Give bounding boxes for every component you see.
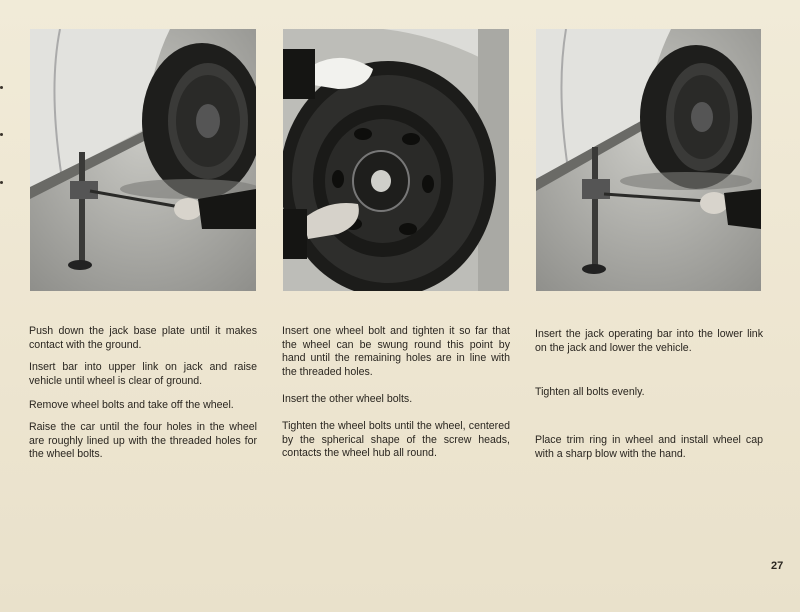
photo-jack-lower [536, 29, 761, 291]
instruction-paragraph: Tighten the wheel bolts until the wheel, centered by the spherical shape of the screw heads, contacts the wheel hub all round. [282, 420, 510, 460]
instruction-paragraph: Insert bar into upper link on jack and raise vehicle until wheel is clear of ground. [29, 361, 257, 387]
instruction-paragraph: Push down the jack base plate until it makes contact with the ground. [29, 325, 257, 351]
instruction-paragraph: Tighten all bolts evenly. [535, 386, 645, 398]
instruction-paragraph: Insert one wheel bolt and tighten it so far that the wheel can be swung round this point by hand until the remaining holes are in line with the threaded holes. [282, 325, 510, 378]
binding-mark [0, 86, 3, 89]
photo-jack-raise [30, 29, 256, 291]
photo-wheel-bolt [283, 29, 509, 291]
instruction-paragraph: Place trim ring in wheel and install wheel cap with a sharp blow with the hand. [535, 434, 763, 460]
binding-mark [0, 133, 3, 136]
binding-mark [0, 181, 3, 184]
instruction-paragraph: Insert the other wheel bolts. [282, 393, 413, 405]
instruction-paragraph: Insert the jack operating bar into the lower link on the jack and lower the vehicle. [535, 328, 763, 354]
instruction-paragraph: Raise the car until the four holes in the wheel are roughly lined up with the threaded holes for the wheel bolts. [29, 421, 257, 461]
instruction-paragraph: Remove wheel bolts and take off the wheel. [29, 399, 234, 411]
page-number: 27 [771, 560, 784, 572]
